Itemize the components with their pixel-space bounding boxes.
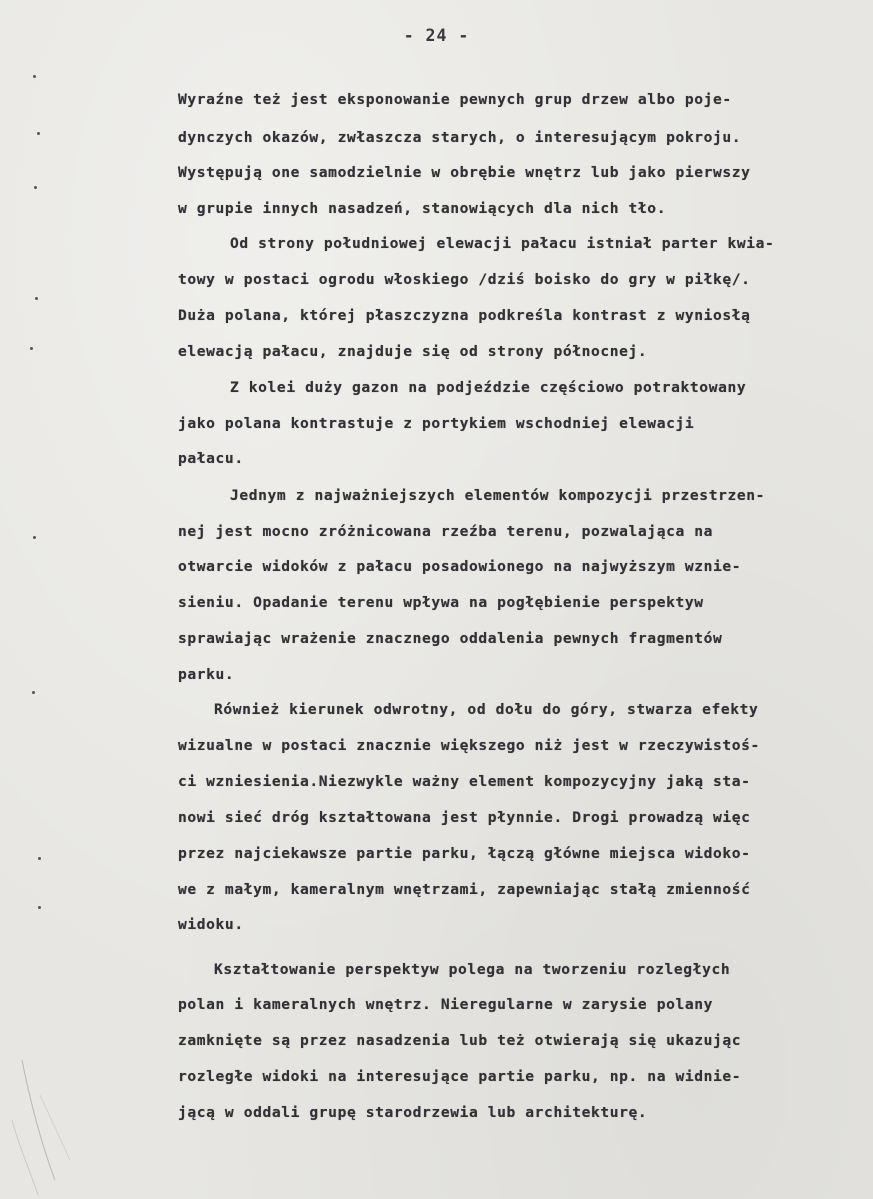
text-line: Z kolei duży gazon na podjeździe częściowo potraktowany xyxy=(230,379,747,396)
text-line: nej jest mocno zróżnicowana rzeźba terenu, pozwalająca na xyxy=(178,523,714,540)
text-line: Również kierunek odwrotny, od dołu do góry, stwarza efekty xyxy=(214,701,759,718)
text-line: parku. xyxy=(178,666,235,683)
text-line: rozległe widoki na interesujące partie parku, np. na widnie- xyxy=(178,1068,742,1085)
text-line: elewacją pałacu, znajduje się od strony północnej. xyxy=(178,343,648,360)
text-line: zamknięte są przez nasadzenia lub też otwierają się ukazując xyxy=(178,1032,742,1049)
text-line: widoku. xyxy=(178,916,244,933)
text-line: Wyraźne też jest eksponowanie pewnych grup drzew albo poje- xyxy=(178,91,732,108)
text-line: towy w postaci ogrodu włoskiego /dziś boisko do gry w piłkę/. xyxy=(178,271,751,288)
page-number: - 24 - xyxy=(403,26,470,45)
margin-dot xyxy=(37,132,40,135)
text-line: Kształtowanie perspektyw polega na tworzeniu rozległych xyxy=(214,961,731,978)
text-line: Duża polana, której płaszczyzna podkreśla kontrast z wyniosłą xyxy=(178,307,751,324)
text-line: nowi sieć dróg kształtowana jest płynnie. Drogi prowadzą więc xyxy=(178,809,751,826)
text-line: Występują one samodzielnie w obrębie wnętrz lub jako pierwszy xyxy=(178,164,751,181)
margin-dot xyxy=(35,297,38,300)
text-line: we z małym, kameralnym wnętrzami, zapewniając stałą zmienność xyxy=(178,881,751,898)
margin-dot xyxy=(33,536,36,539)
text-line: wizualne w postaci znacznie większego niż jest w rzeczywistoś- xyxy=(178,737,760,754)
margin-dot xyxy=(38,857,41,860)
margin-dot xyxy=(38,906,41,909)
text-line: ci wzniesienia.Niezwykle ważny element kompozycyjny jaką sta- xyxy=(178,773,751,790)
text-line: przez najciekawsze partie parku, łączą główne miejsca widoko- xyxy=(178,845,751,862)
text-line: w grupie innych nasadzeń, stanowiących dla nich tło. xyxy=(178,200,667,217)
margin-dot xyxy=(34,186,37,189)
margin-dot xyxy=(32,691,35,694)
text-line: otwarcie widoków z pałacu posadowionego na najwyższym wznie- xyxy=(178,558,742,575)
text-line: jącą w oddali grupę starodrzewia lub architekturę. xyxy=(178,1104,648,1121)
text-line: pałacu. xyxy=(178,450,244,467)
text-line: Od strony południowej elewacji pałacu istniał parter kwia- xyxy=(230,235,775,252)
text-line: polan i kameralnych wnętrz. Nieregularne w zarysie polany xyxy=(178,996,714,1013)
margin-dot xyxy=(33,75,36,78)
text-line: dynczych okazów, zwłaszcza starych, o interesującym pokroju. xyxy=(178,129,742,146)
text-line: Jednym z najważniejszych elementów kompozycji przestrzen- xyxy=(230,487,766,504)
text-line: sieniu. Opadanie terenu wpływa na pogłębienie perspektyw xyxy=(178,594,704,611)
text-line: jako polana kontrastuje z portykiem wschodniej elewacji xyxy=(178,415,695,432)
text-line: sprawiając wrażenie znacznego oddalenia pewnych fragmentów xyxy=(178,630,723,647)
margin-dot xyxy=(30,347,33,350)
